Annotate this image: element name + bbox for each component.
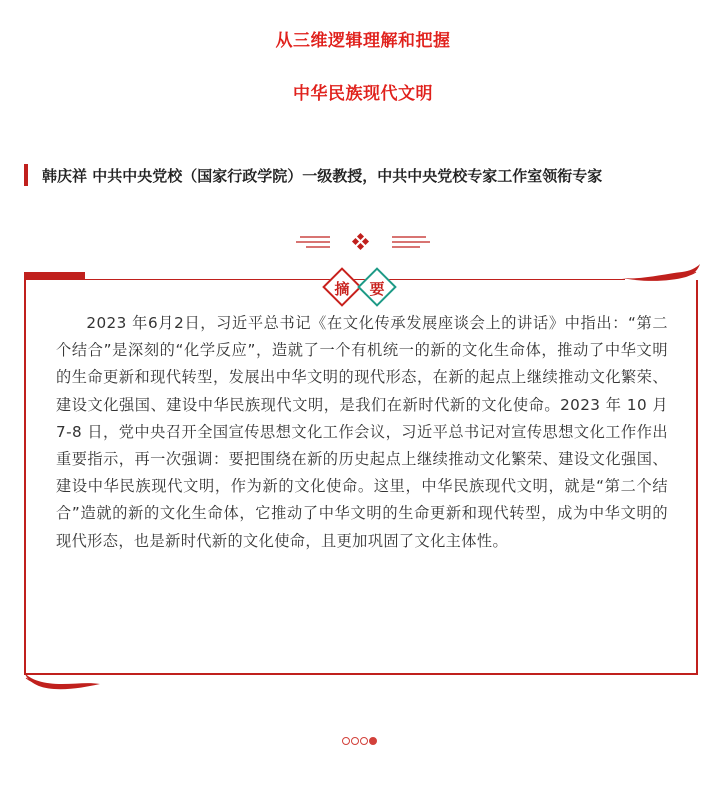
author-accent-bar [24,164,28,186]
author-info: 韩庆祥 中共中央党校（国家行政学院）一级教授，中共中央党校专家工作室领衔专家 [42,167,603,185]
page-dot[interactable] [360,737,368,745]
swoosh-decoration-icon [20,668,102,692]
abstract-badge-label-1: 摘 [334,280,350,298]
article-title-line-1: 从三维逻辑理解和把握 [275,31,451,51]
page-dot[interactable] [351,737,359,745]
abstract-frame-top-bar [24,272,85,280]
swoosh-decoration-icon [620,262,702,284]
page-dot-active[interactable] [369,737,377,745]
divider-ornament-icon [296,228,430,252]
abstract-body-text: 2023 年6月2日，习近平总书记《在文化传承发展座谈会上的讲话》中指出：“第二个结合”是深刻的“化学反应”，造就了一个有机统一的新的文化生命体，推动了中华文明的生命更新和现代转型，发展出中华文明的现代形态，在新的起点上继续推动文化繁荣、建设文化强国、建设中华民族现代文明，是我们在新时代新的文化使命。2023 年 10 月 7-8 日，党中央召开全国宣传思想文化工作会议，习近平总书记对宣传思想文化工作作出重要指示，再一次强调：要把围绕在新的历史起点上继续推动文化繁荣、建设文化强国、建设中华民族现代文明，作为新的文化使命。这里，中华民族现代文明，就是“第二个结合”造就的新的文化生命体，它推动了中华文明的生命更新和现代转型，成为中华文明的现代形态，也是新时代新的文化使命，且更加巩固了文化主体性。 [56,314,668,550]
page-dot[interactable] [342,737,350,745]
abstract-badge-label-2: 要 [369,280,385,298]
article-title-line-2: 中华民族现代文明 [293,84,433,104]
